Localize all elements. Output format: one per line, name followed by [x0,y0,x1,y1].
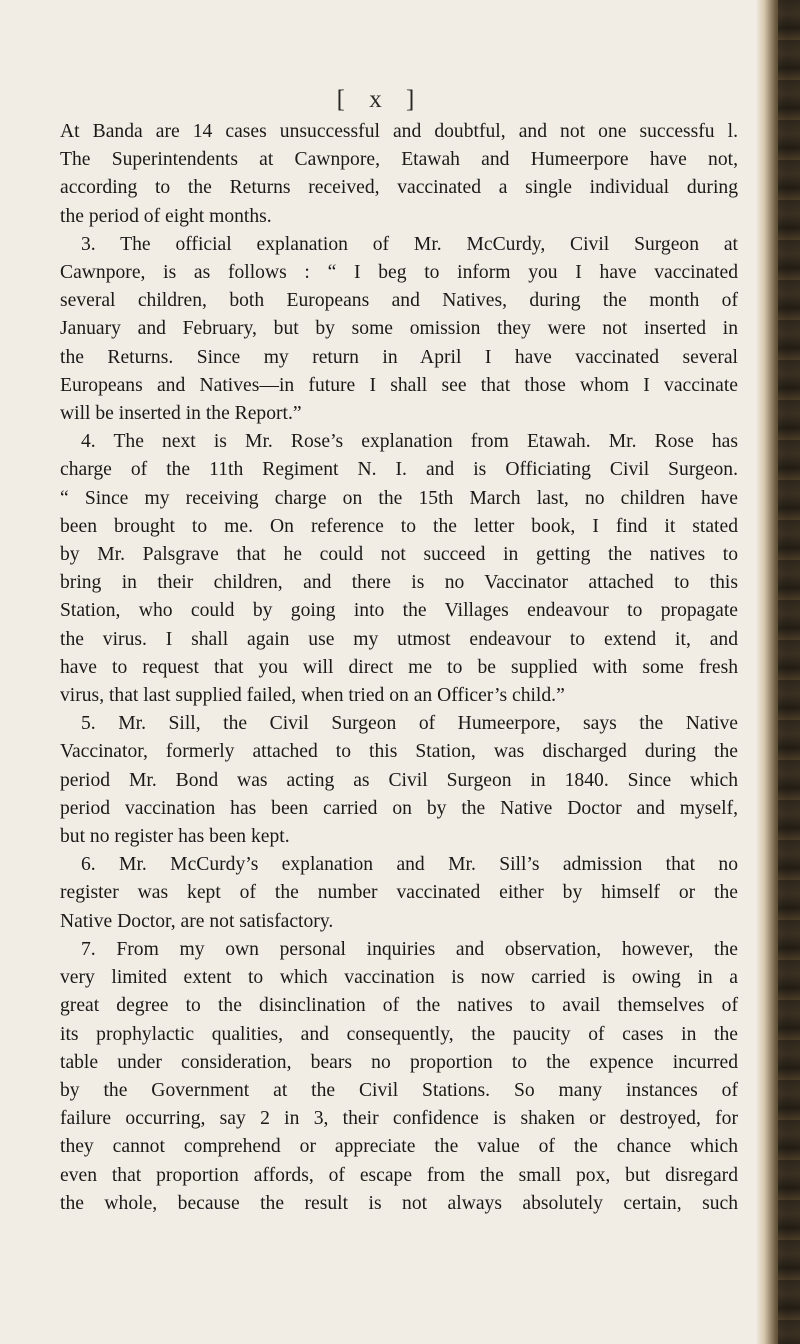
text-line: according to the Returns received, vaccinated a single individual during [60,177,738,199]
text-line: the period of eight months. [60,205,272,227]
text-line: Europeans and Natives—in future I shall see that those whom I vaccinate [60,374,738,396]
text-line: period Mr. Bond was acting as Civil Surgeon in 1840. Since which [60,769,738,791]
text-line: The Superintendents at Cawnpore, Etawah and Humeerpore have not, [60,149,738,171]
text-line: virus, that last supplied failed, when tried on an Officer’s child.” [60,685,565,707]
text-line: the whole, because the result is not always absolutely certain, such [60,1192,738,1214]
text-line: will be inserted in the Report.” [60,403,302,425]
text-line: charge of the 11th Regiment N. I. and is Officiating Civil Surgeon. [60,459,738,481]
text-line: by the Government at the Civil Stations. So many instances of [60,1079,738,1101]
text-line: Vaccinator, formerly attached to this Station, was discharged during the [60,741,738,763]
text-line: by Mr. Palsgrave that he could not succeed in getting the natives to [60,544,738,566]
book-binding-shadow [778,0,800,1344]
text-line: 6. Mr. McCurdy’s explanation and Mr. Sill’s admission that no [81,854,738,876]
text-line: been brought to me. On reference to the letter book, I find it stated [60,515,738,537]
text-line: failure occurring, say 2 in 3, their confidence is shaken or destroyed, for [60,1108,738,1130]
text-line: bring in their children, and there is no Vaccinator attached to this [60,572,738,594]
text-line: table under consideration, bears no proportion to the expence incurred [60,1051,738,1073]
text-line: even that proportion affords, of escape from the small pox, but disregard [60,1164,738,1186]
text-line: Native Doctor, are not satisfactory. [60,910,334,932]
text-line: January and February, but by some omission they were not inserted in [60,318,738,340]
text-line: 3. The official explanation of Mr. McCurdy, Civil Surgeon at [81,233,738,255]
text-line: At Banda are 14 cases unsuccessful and doubtful, and not one successfu l. [60,121,738,142]
text-line: register was kept of the number vaccinated either by himself or the [60,882,738,904]
text-line: they cannot comprehend or appreciate the value of the chance which [60,1136,738,1158]
text-line: the virus. I shall again use my utmost endeavour to extend it, and [60,628,738,650]
text-line: very limited extent to which vaccination is now carried is owing in a [60,967,738,989]
text-line: the Returns. Since my return in April I have vaccinated several [60,346,738,368]
page-number-header: [ x ] [336,86,424,113]
text-line: its prophylactic qualities, and consequently, the paucity of cases in the [60,1023,738,1045]
text-line: Station, who could by going into the Villages endeavour to propagate [60,600,738,622]
body-text [60,118,738,1218]
text-line: several children, both Europeans and Natives, during the month of [60,290,738,312]
text-line: have to request that you will direct me to be supplied with some fresh [60,656,738,678]
text-line: 4. The next is Mr. Rose’s explanation from Etawah. Mr. Rose has [81,431,738,453]
text-line: period vaccination has been carried on by the Native Doctor and myself, [60,797,738,819]
text-line: but no register has been kept. [60,826,290,848]
text-line: great degree to the disinclination of the natives to avail themselves of [60,995,738,1017]
text-line: Cawnpore, is as follows : “ I beg to inform you I have vaccinated [60,262,738,284]
text-line: 5. Mr. Sill, the Civil Surgeon of Humeerpore, says the Native [81,713,738,735]
text-line: “ Since my receiving charge on the 15th March last, no children have [60,487,738,509]
text-line: 7. From my own personal inquiries and observation, however, the [81,938,738,960]
